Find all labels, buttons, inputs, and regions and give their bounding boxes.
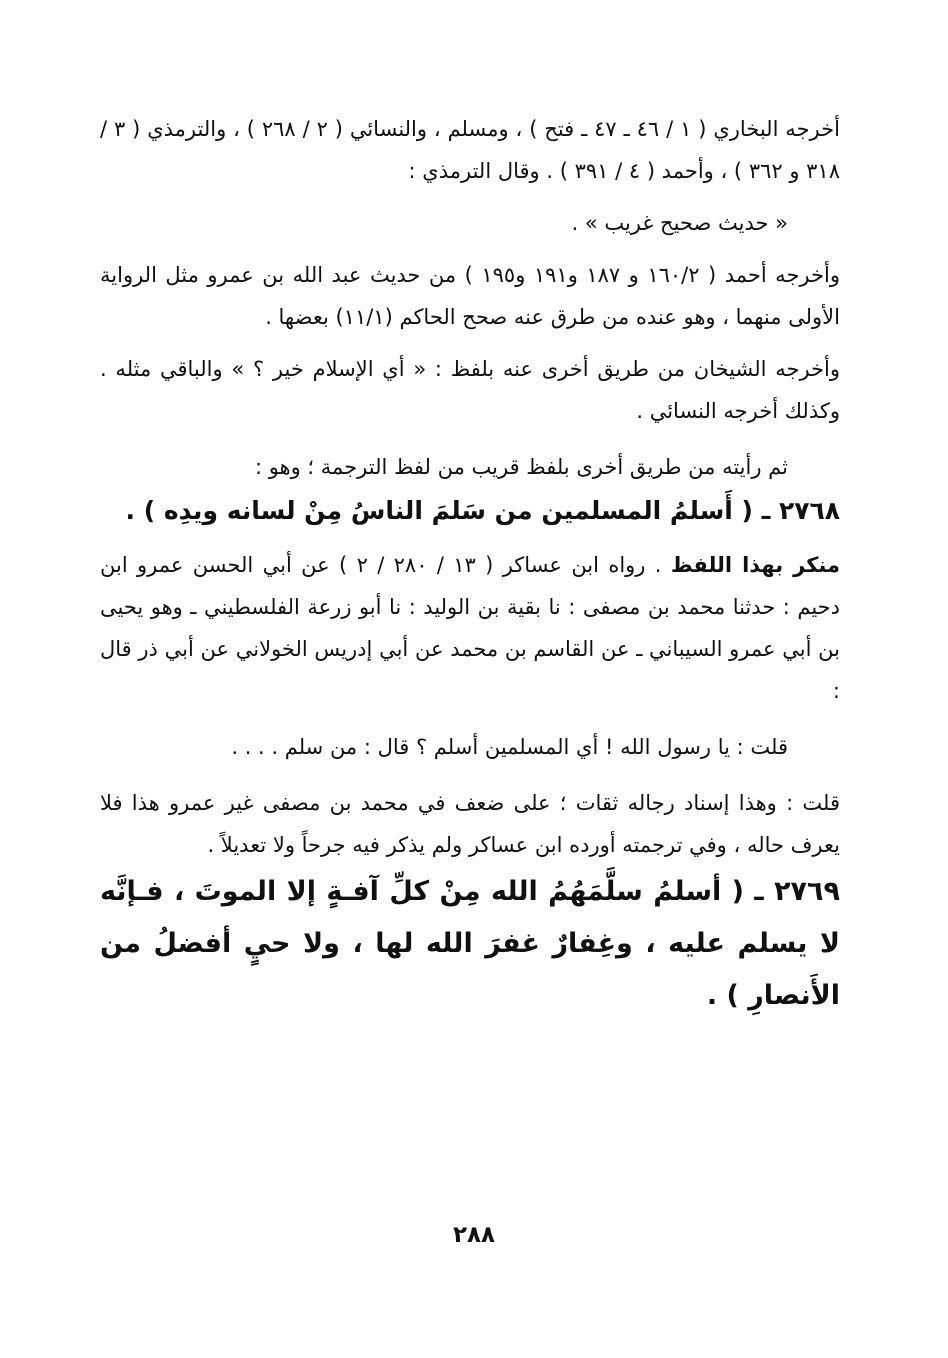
hadith-2768-number: ٢٧٦٨ [778, 496, 840, 525]
commentary-2768-paragraph-2: قلت : يا رسول الله ! أي المسلمين أسلم ؟ قال : من سلم . . . . [231, 735, 788, 759]
page-body [100, 108, 840, 1022]
hadith-2768-heading [100, 488, 840, 534]
note-paragraph-1: أخرجه البخاري ( ١ / ٤٦ ـ ٤٧ ـ فتح ) ، ومسلم ، والنسائي ( ٢ / ٢٦٨ ) ، والترمذي ( ٣ / ٣١٨ و ٣٦٢ ) ، وأحمد ( ٤ / ٣٩١ ) . وقال الترمذي : [100, 117, 840, 183]
hadith-2769-text: ـ ( أسلمُ سلَّمَهُمُ الله مِنْ كلِّ آفـةٍ إلا الموتَ ، فـإنَّه لا يسلم عليه ، وغِفارٌ غفرَ الله لها ، ولا حيٍ أفضلُ من الأَنصارِ ) . [100, 876, 840, 1011]
hadith-2769-heading [100, 866, 840, 1022]
hadith-2768-text: ـ ( أَسلمُ المسلمين من سَلمَ الناسُ مِنْ لسانه ويدِه ) . [125, 496, 771, 525]
commentary-2768-verdict: منكر بهذا اللفظ [670, 553, 840, 577]
hadith-2769-number: ٢٧٦٩ [774, 876, 840, 907]
note-paragraph-3: وأخرجه أحمد ( ١٦٠/٢ و ١٨٧ و١٩١ و١٩٥ ) من حديث عبد الله بن عمرو مثل الرواية الأولى منهما ، وهو عنده من طرق عنه صحح الحاكم (١١/١) بعضها . [100, 263, 840, 329]
page-number: ٢٨٨ [452, 1222, 496, 1248]
commentary-2768-text: . رواه ابن عساكر ( ١٣ / ٢٨٠ / ٢ ) عن أبي الحسن عمرو ابن دحيم : حدثنا محمد بن مصفى : نا بقية بن الوليد : نا أبو زرعة الفلسطيني ـ وهو يحيى بن أبي عمرو السيباني ـ عن القاسم بن محمد عن أبي إدريس الخولاني عن أبي ذر قال : [100, 553, 840, 703]
note-paragraph-4: وأخرجه الشيخان من طريق أخرى عنه بلفظ : « أي الإسلام خير ؟ » والباقي مثله . وكذلك أخرجه النسائي . [100, 357, 840, 423]
note-paragraph-5: ثم رأيته من طريق أخرى بلفظ قريب من لفظ الترجمة ؛ وهو : [254, 455, 788, 479]
note-paragraph-2: « حديث صحيح غريب » . [571, 211, 788, 235]
commentary-2768-paragraph-3: قلت : وهذا إسناد رجاله ثقات ؛ على ضعف في محمد بن مصفى غير عمرو هذا فلا يعرف حاله ، وفي ترجمته أورده ابن عساكر ولم يذكر فيه جرحاً ولا تعديلاً . [100, 791, 840, 857]
commentary-2768-paragraph-1 [100, 544, 840, 712]
